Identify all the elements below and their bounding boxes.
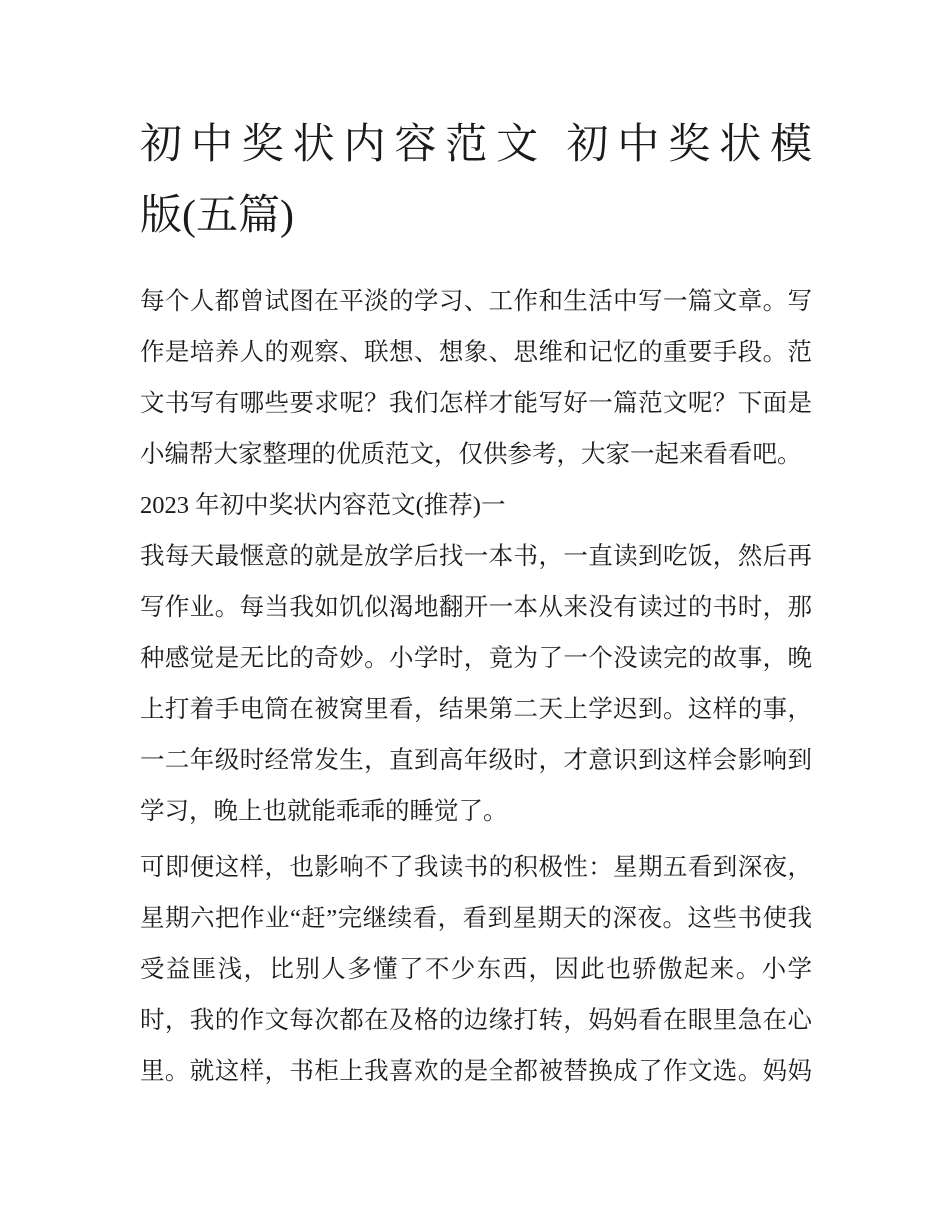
title-line: 初中奖状内容范文 初中奖状模 <box>140 122 812 168</box>
text-line: 一二年级时经常发生，直到高年级时，才意识到这样会影响到 <box>140 747 812 774</box>
text-line: 学习，晚上也就能乖乖的睡觉了。 <box>140 798 508 825</box>
paragraph <box>140 842 812 1097</box>
text-line: 小编帮大家整理的优质范文，仅供参考，大家一起来看看吧。 <box>140 441 802 468</box>
text-line: 可即便这样，也影响不了我读书的积极性：星期五看到深夜， <box>140 854 812 881</box>
text-line: 时，我的作文每次都在及格的边缘打转，妈妈看在眼里急在心 <box>140 1007 812 1034</box>
document-title <box>140 110 812 252</box>
paragraph <box>140 276 812 480</box>
text-line: 种感觉是无比的奇妙。小学时，竟为了一个没读完的故事，晚 <box>140 645 812 672</box>
title-line: 版(五篇) <box>140 193 294 239</box>
text-line: 里。就这样，书柜上我喜欢的是全都被替换成了作文选。妈妈 <box>140 1058 812 1085</box>
text-line: 作是培养人的观察、联想、想象、思维和记忆的重要手段。范 <box>140 339 812 366</box>
text-line: 受益匪浅，比别人多懂了不少东西，因此也骄傲起来。小学 <box>140 956 812 983</box>
text-line: 文书写有哪些要求呢？我们怎样才能写好一篇范文呢？下面是 <box>140 390 812 417</box>
page-content <box>140 110 812 1097</box>
text-line: 上打着手电筒在被窝里看，结果第二天上学迟到。这样的事， <box>140 696 812 723</box>
text-line: 星期六把作业“赶”完继续看，看到星期天的深夜。这些书使我 <box>140 905 812 932</box>
paragraph <box>140 480 812 531</box>
document-body <box>140 276 812 1097</box>
text-line: 2023 年初中奖状内容范文(推荐)一 <box>140 492 506 519</box>
paragraph <box>140 531 812 837</box>
text-line: 我每天最惬意的就是放学后找一本书，一直读到吃饭，然后再 <box>140 543 812 570</box>
text-line: 每个人都曾试图在平淡的学习、工作和生活中写一篇文章。写 <box>140 288 812 315</box>
text-line: 写作业。每当我如饥似渴地翻开一本从来没有读过的书时，那 <box>140 594 812 621</box>
